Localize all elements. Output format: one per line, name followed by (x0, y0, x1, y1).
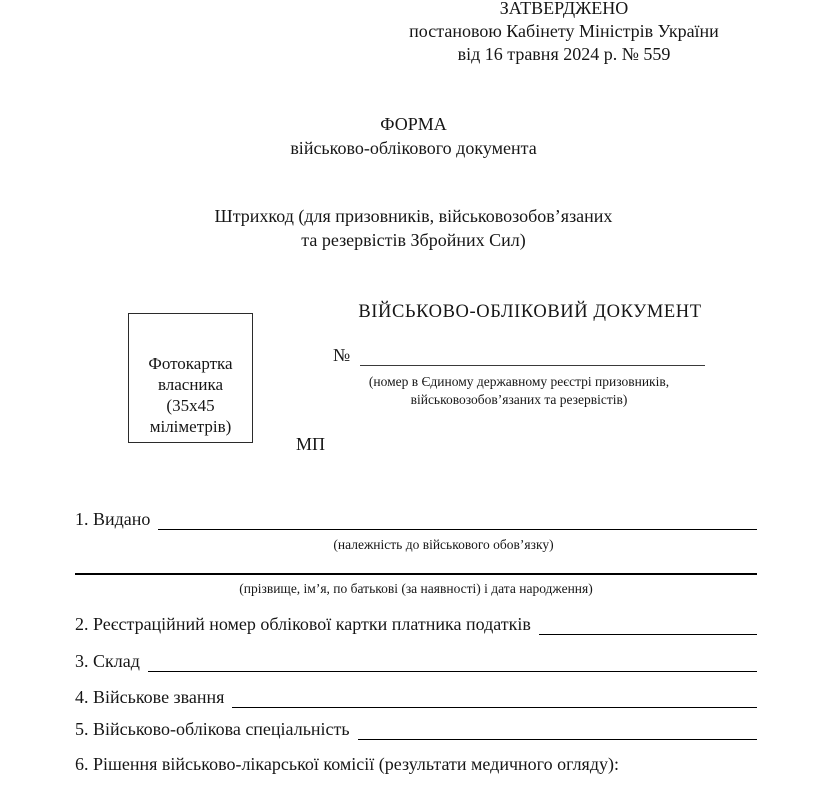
full-name-caption: (прізвище, ім’я, по батькові (за наявності) і дата народження) (239, 581, 593, 596)
document-number-label: № (333, 345, 351, 365)
document-number-caption-line-1: (номер в Єдиному державному реєстрі призовників, (368, 374, 670, 389)
field-composition-input-line[interactable] (148, 650, 757, 672)
barcode-note (0, 204, 827, 252)
stamp-label: МП (296, 434, 326, 454)
field-issued-caption: (належність до військового обов’язку) (333, 537, 554, 552)
document-number-caption-line-2: військовозобов’язаних та резервістів) (410, 392, 628, 407)
field-issued-row (75, 508, 757, 530)
field-taxpayer-number-row (75, 613, 757, 635)
approval-line-3: від 16 травня 2024 р. № 559 (457, 44, 671, 64)
form-heading (0, 112, 827, 160)
document-number-input-line[interactable] (360, 344, 705, 366)
barcode-note-line-2: та резервістів Збройних Сил) (301, 230, 526, 250)
photo-box-line-3: (35х45 (166, 396, 215, 415)
field-medical-decision-label: 6. Рішення військово-лікарської комісії (результати медичного огляду): (75, 754, 619, 774)
form-heading-line-2: військово-облікового документа (290, 138, 537, 158)
field-composition-label: 3. Склад (75, 651, 140, 671)
document-title: ВІЙСЬКОВО-ОБЛІКОВИЙ ДОКУМЕНТ (358, 302, 702, 322)
field-specialty-row (75, 718, 757, 740)
field-rank-input-line[interactable] (232, 686, 757, 708)
field-rank-label: 4. Військове звання (75, 687, 225, 707)
photo-box-line-1: Фотокартка (148, 354, 233, 373)
field-issued-label: 1. Видано (75, 509, 151, 529)
field-specialty-label: 5. Військово-облікова спеціальність (75, 719, 350, 739)
approval-line-1: ЗАТВЕРДЖЕНО (499, 0, 629, 18)
field-taxpayer-number-input-line[interactable] (539, 613, 757, 635)
document-number-caption (333, 373, 705, 409)
photo-box-line-4: міліметрів) (149, 417, 232, 436)
photo-box-line-2: власника (157, 375, 224, 394)
field-composition-row (75, 650, 757, 672)
full-name-input-line[interactable] (75, 573, 757, 575)
field-specialty-input-line[interactable] (358, 718, 757, 740)
field-issued-input-line[interactable] (158, 508, 757, 530)
photo-placeholder-box (128, 313, 253, 443)
field-rank-row (75, 686, 757, 708)
field-medical-decision-row (75, 753, 757, 775)
field-taxpayer-number-label: 2. Реєстраційний номер облікової картки платника податків (75, 614, 531, 634)
barcode-note-line-1: Штрихкод (для призовників, військовозобов’язаних (214, 206, 613, 226)
form-heading-line-1: ФОРМА (380, 114, 447, 134)
approval-line-2: постановою Кабінету Міністрів України (409, 21, 719, 41)
approval-block (383, 0, 745, 66)
document-number-row (333, 344, 705, 366)
